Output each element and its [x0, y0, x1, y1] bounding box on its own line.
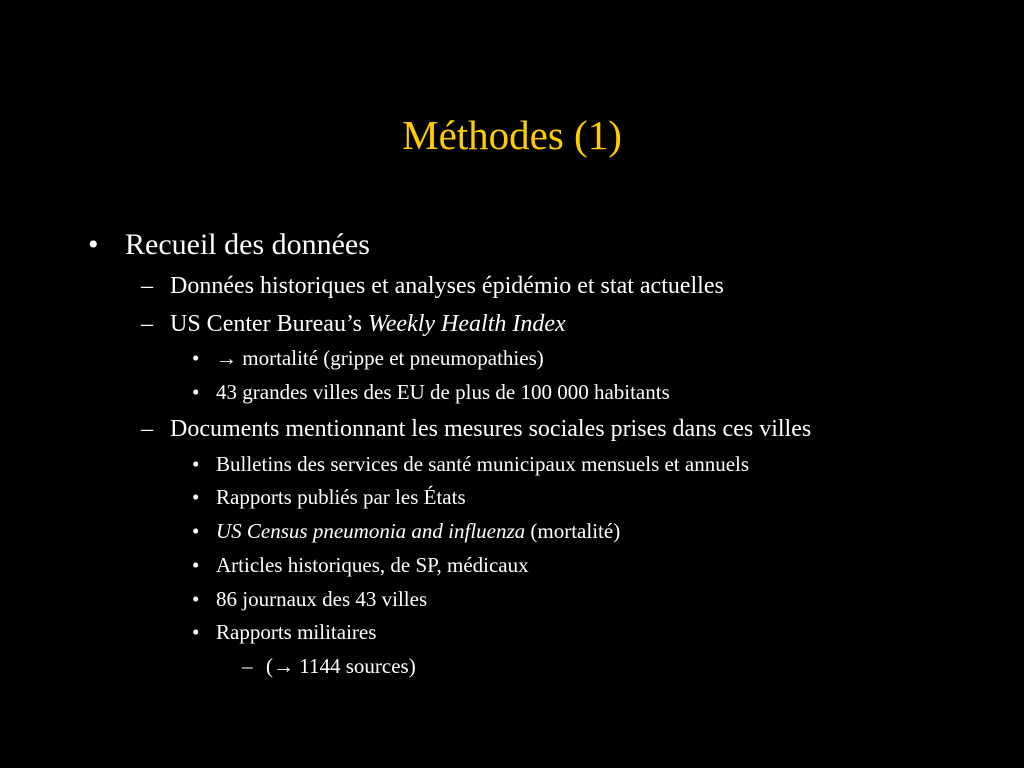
dash-marker: – — [141, 416, 153, 442]
slide-title: Méthodes (1) — [402, 112, 622, 158]
text-regular: 1144 sources) — [294, 654, 416, 678]
bullet-text: Rapports militaires — [216, 620, 377, 644]
dash-marker: – — [141, 273, 153, 299]
bullet-text — [266, 653, 416, 679]
text-italic: US Census pneumonia and influenza — [216, 519, 526, 543]
bullet-marker: • — [192, 452, 200, 476]
text-regular: mortalité (grippe et pneumopathies) — [237, 346, 544, 370]
bullet-marker: • — [192, 587, 200, 611]
bullet-marker: • — [192, 620, 200, 644]
bullet-marker: • — [192, 553, 200, 577]
text-regular: ( — [266, 654, 273, 678]
bullet-text: 43 grandes villes des EU de plus de 100 000 habitants — [216, 380, 670, 404]
bullet-text: Documents mentionnant les mesures sociales prises dans ces villes — [170, 416, 812, 442]
arrow-right-icon: → — [273, 654, 294, 678]
bullet-marker: • — [192, 346, 200, 370]
dash-marker: – — [141, 311, 153, 337]
bullet-text: Rapports publiés par les États — [216, 485, 466, 509]
bullet-text — [216, 345, 544, 371]
bullet-text: Recueil des données — [125, 228, 370, 261]
bullet-marker: • — [192, 485, 200, 509]
bullet-text: 86 journaux des 43 villes — [216, 587, 428, 611]
text-italic: Weekly Health Index — [367, 311, 566, 337]
arrow-right-icon: → — [216, 346, 237, 370]
bullet-text — [216, 518, 620, 544]
bullet-text: Données historiques et analyses épidémio et stat actuelles — [170, 273, 724, 299]
text-regular: (mortalité) — [525, 519, 621, 543]
bullet-text: Articles historiques, de SP, médicaux — [216, 553, 529, 577]
bullet-marker: • — [88, 228, 99, 261]
dash-marker: – — [242, 654, 253, 678]
text-regular: US Center Bureau’s — [170, 311, 368, 337]
bullet-marker: • — [192, 380, 200, 404]
bullet-text — [170, 309, 566, 339]
bullet-text: Bulletins des services de santé municipaux mensuels et annuels — [216, 452, 750, 476]
bullet-marker: • — [192, 519, 200, 543]
